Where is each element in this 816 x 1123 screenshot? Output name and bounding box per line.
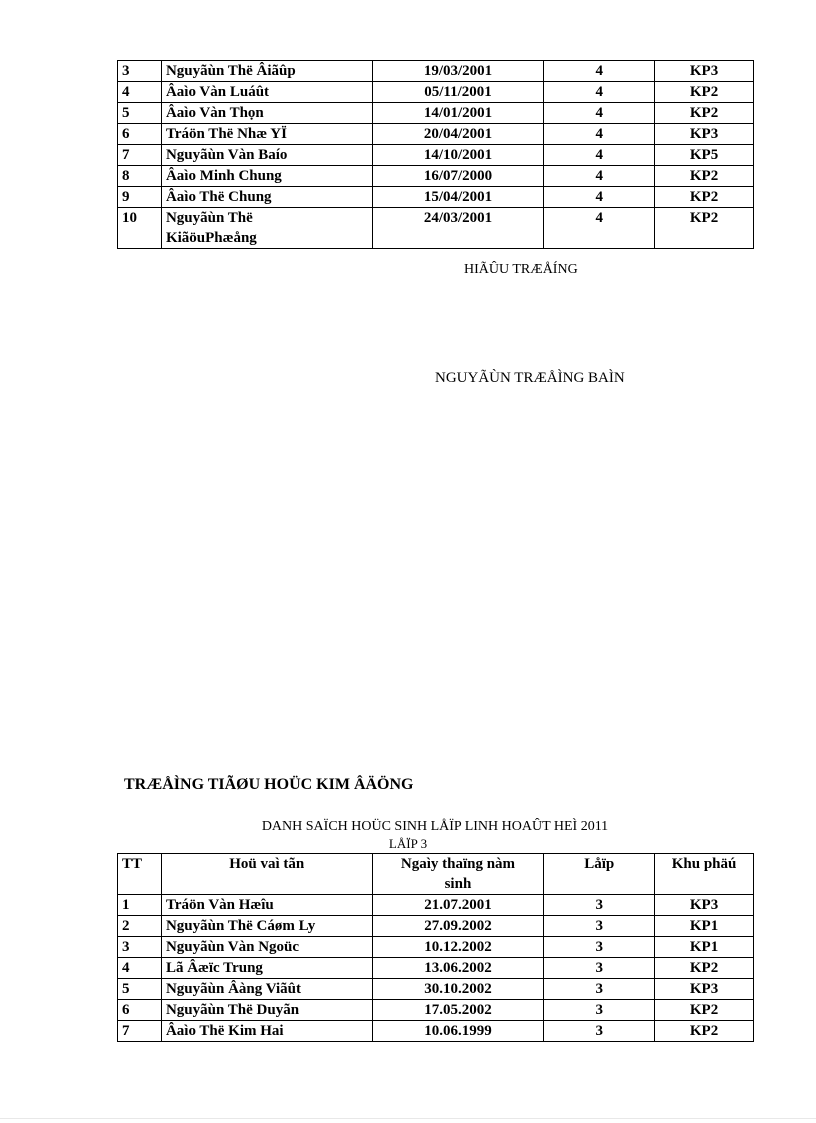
table-row: [118, 916, 754, 937]
cell-name: [161, 208, 372, 249]
table-row: [118, 958, 754, 979]
cell-area: KP3: [655, 61, 754, 82]
cell-tt: 4: [118, 82, 162, 103]
cell-class: 3: [544, 937, 655, 958]
cell-area: KP5: [655, 145, 754, 166]
cell-class: 4: [544, 82, 655, 103]
cell-class: 4: [544, 145, 655, 166]
table-row: [118, 145, 754, 166]
cell-tt: 9: [118, 187, 162, 208]
cell-dob: 15/04/2001: [372, 187, 544, 208]
cell-class: 4: [544, 166, 655, 187]
header-area: Khu phäú: [655, 854, 754, 895]
cell-name: Âaìo Thë Chung: [161, 187, 372, 208]
cell-tt: 3: [118, 937, 162, 958]
cell-tt: 2: [118, 916, 162, 937]
cell-name: Âaìo Vàn Luáût: [161, 82, 372, 103]
table-row: [118, 895, 754, 916]
cell-dob: 13.06.2002: [372, 958, 544, 979]
cell-tt: 5: [118, 103, 162, 124]
cell-name-line1: Nguyãùn Thë: [165, 210, 253, 226]
cell-class: 4: [544, 103, 655, 124]
cell-area: KP1: [655, 937, 754, 958]
cell-dob: 16/07/2000: [372, 166, 544, 187]
list-title: DANH SAÏCH HOÜC SINH LÅÏP LINH HOAÛT HEÌ 2011: [261, 819, 609, 834]
table-row: [118, 103, 754, 124]
cell-dob: 14/01/2001: [372, 103, 544, 124]
table-row: [118, 166, 754, 187]
cell-dob: 27.09.2002: [372, 916, 544, 937]
cell-area: KP2: [655, 103, 754, 124]
cell-class: 3: [544, 1000, 655, 1021]
header-dob: [372, 854, 544, 895]
cell-dob: 14/10/2001: [372, 145, 544, 166]
table-row: [118, 937, 754, 958]
cell-class: 3: [544, 916, 655, 937]
cell-dob: 21.07.2001: [372, 895, 544, 916]
cell-tt: 4: [118, 958, 162, 979]
cell-name: Nguyãùn Thë Duyãn: [161, 1000, 372, 1021]
cell-class: 4: [544, 61, 655, 82]
table-row: [118, 1021, 754, 1042]
cell-class: 3: [544, 1021, 655, 1042]
cell-class: 3: [544, 958, 655, 979]
cell-name: Âaìo Minh Chung: [161, 166, 372, 187]
cell-area: KP2: [655, 82, 754, 103]
cell-tt: 3: [118, 61, 162, 82]
cell-name: Tráön Thë Nhæ YÏ: [161, 124, 372, 145]
cell-name-line2: KiãöuPhæång: [165, 230, 257, 246]
cell-name: Nguyãùn Vàn Baío: [161, 145, 372, 166]
cell-tt: 6: [118, 124, 162, 145]
student-table-class-3: [117, 853, 754, 1042]
cell-dob: 19/03/2001: [372, 61, 544, 82]
cell-tt: 10: [118, 208, 162, 249]
table-row: [118, 82, 754, 103]
cell-name: Nguyãùn Thë Cáøm Ly: [161, 916, 372, 937]
cell-name: Nguyãùn Vàn Ngoüc: [161, 937, 372, 958]
cell-name: Tráön Vàn Hæîu: [161, 895, 372, 916]
header-dob-line1: Ngaìy thaïng nàm: [400, 856, 516, 872]
cell-area: KP3: [655, 124, 754, 145]
school-name: TRÆÅÌNG TIÃØU HOÜC KIM ÂÄÖNG: [124, 776, 414, 793]
cell-name: Âaìo Thë Kim Hai: [161, 1021, 372, 1042]
cell-tt: 6: [118, 1000, 162, 1021]
cell-class: 3: [544, 979, 655, 1000]
cell-area: KP2: [655, 208, 754, 249]
cell-tt: 7: [118, 145, 162, 166]
cell-name: Nguyãùn Thë Âiãûp: [161, 61, 372, 82]
cell-area: KP2: [655, 1021, 754, 1042]
cell-class: 4: [544, 124, 655, 145]
cell-tt: 5: [118, 979, 162, 1000]
student-table-class-4: [117, 60, 754, 249]
cell-dob: 24/03/2001: [372, 208, 544, 249]
cell-area: KP2: [655, 1000, 754, 1021]
cell-dob: 10.06.1999: [372, 1021, 544, 1042]
header-class: Låïp: [544, 854, 655, 895]
cell-dob: 30.10.2002: [372, 979, 544, 1000]
cell-class: 3: [544, 895, 655, 916]
cell-dob: 17.05.2002: [372, 1000, 544, 1021]
cell-area: KP2: [655, 187, 754, 208]
cell-area: KP2: [655, 958, 754, 979]
cell-name: Âaìo Vàn Thọn: [161, 103, 372, 124]
table-header-row: [118, 854, 754, 895]
cell-class: 4: [544, 208, 655, 249]
page-bottom-divider: [0, 1118, 816, 1119]
list-class-label: LÅÏP 3: [388, 836, 428, 851]
cell-area: KP2: [655, 166, 754, 187]
cell-area: KP3: [655, 979, 754, 1000]
cell-dob: 20/04/2001: [372, 124, 544, 145]
header-name: Hoü vaì tãn: [161, 854, 372, 895]
header-dob-line2: sinh: [444, 876, 472, 892]
cell-class: 4: [544, 187, 655, 208]
cell-name: Lã Âæïc Trung: [161, 958, 372, 979]
cell-tt: 8: [118, 166, 162, 187]
table-row: [118, 187, 754, 208]
signature-title: HIÃÛU TRÆÅÍNG: [464, 262, 578, 277]
cell-tt: 1: [118, 895, 162, 916]
cell-name: Nguyãùn Âàng Viãût: [161, 979, 372, 1000]
table-row: [118, 979, 754, 1000]
table-row: [118, 124, 754, 145]
table-row: [118, 1000, 754, 1021]
cell-area: KP1: [655, 916, 754, 937]
header-tt: TT: [118, 854, 162, 895]
cell-dob: 10.12.2002: [372, 937, 544, 958]
cell-tt: 7: [118, 1021, 162, 1042]
cell-dob: 05/11/2001: [372, 82, 544, 103]
table-row: [118, 208, 754, 249]
signature-name: NGUYÃÙN TRÆÅÌNG BAÌN: [435, 370, 625, 386]
cell-area: KP3: [655, 895, 754, 916]
table-row: [118, 61, 754, 82]
